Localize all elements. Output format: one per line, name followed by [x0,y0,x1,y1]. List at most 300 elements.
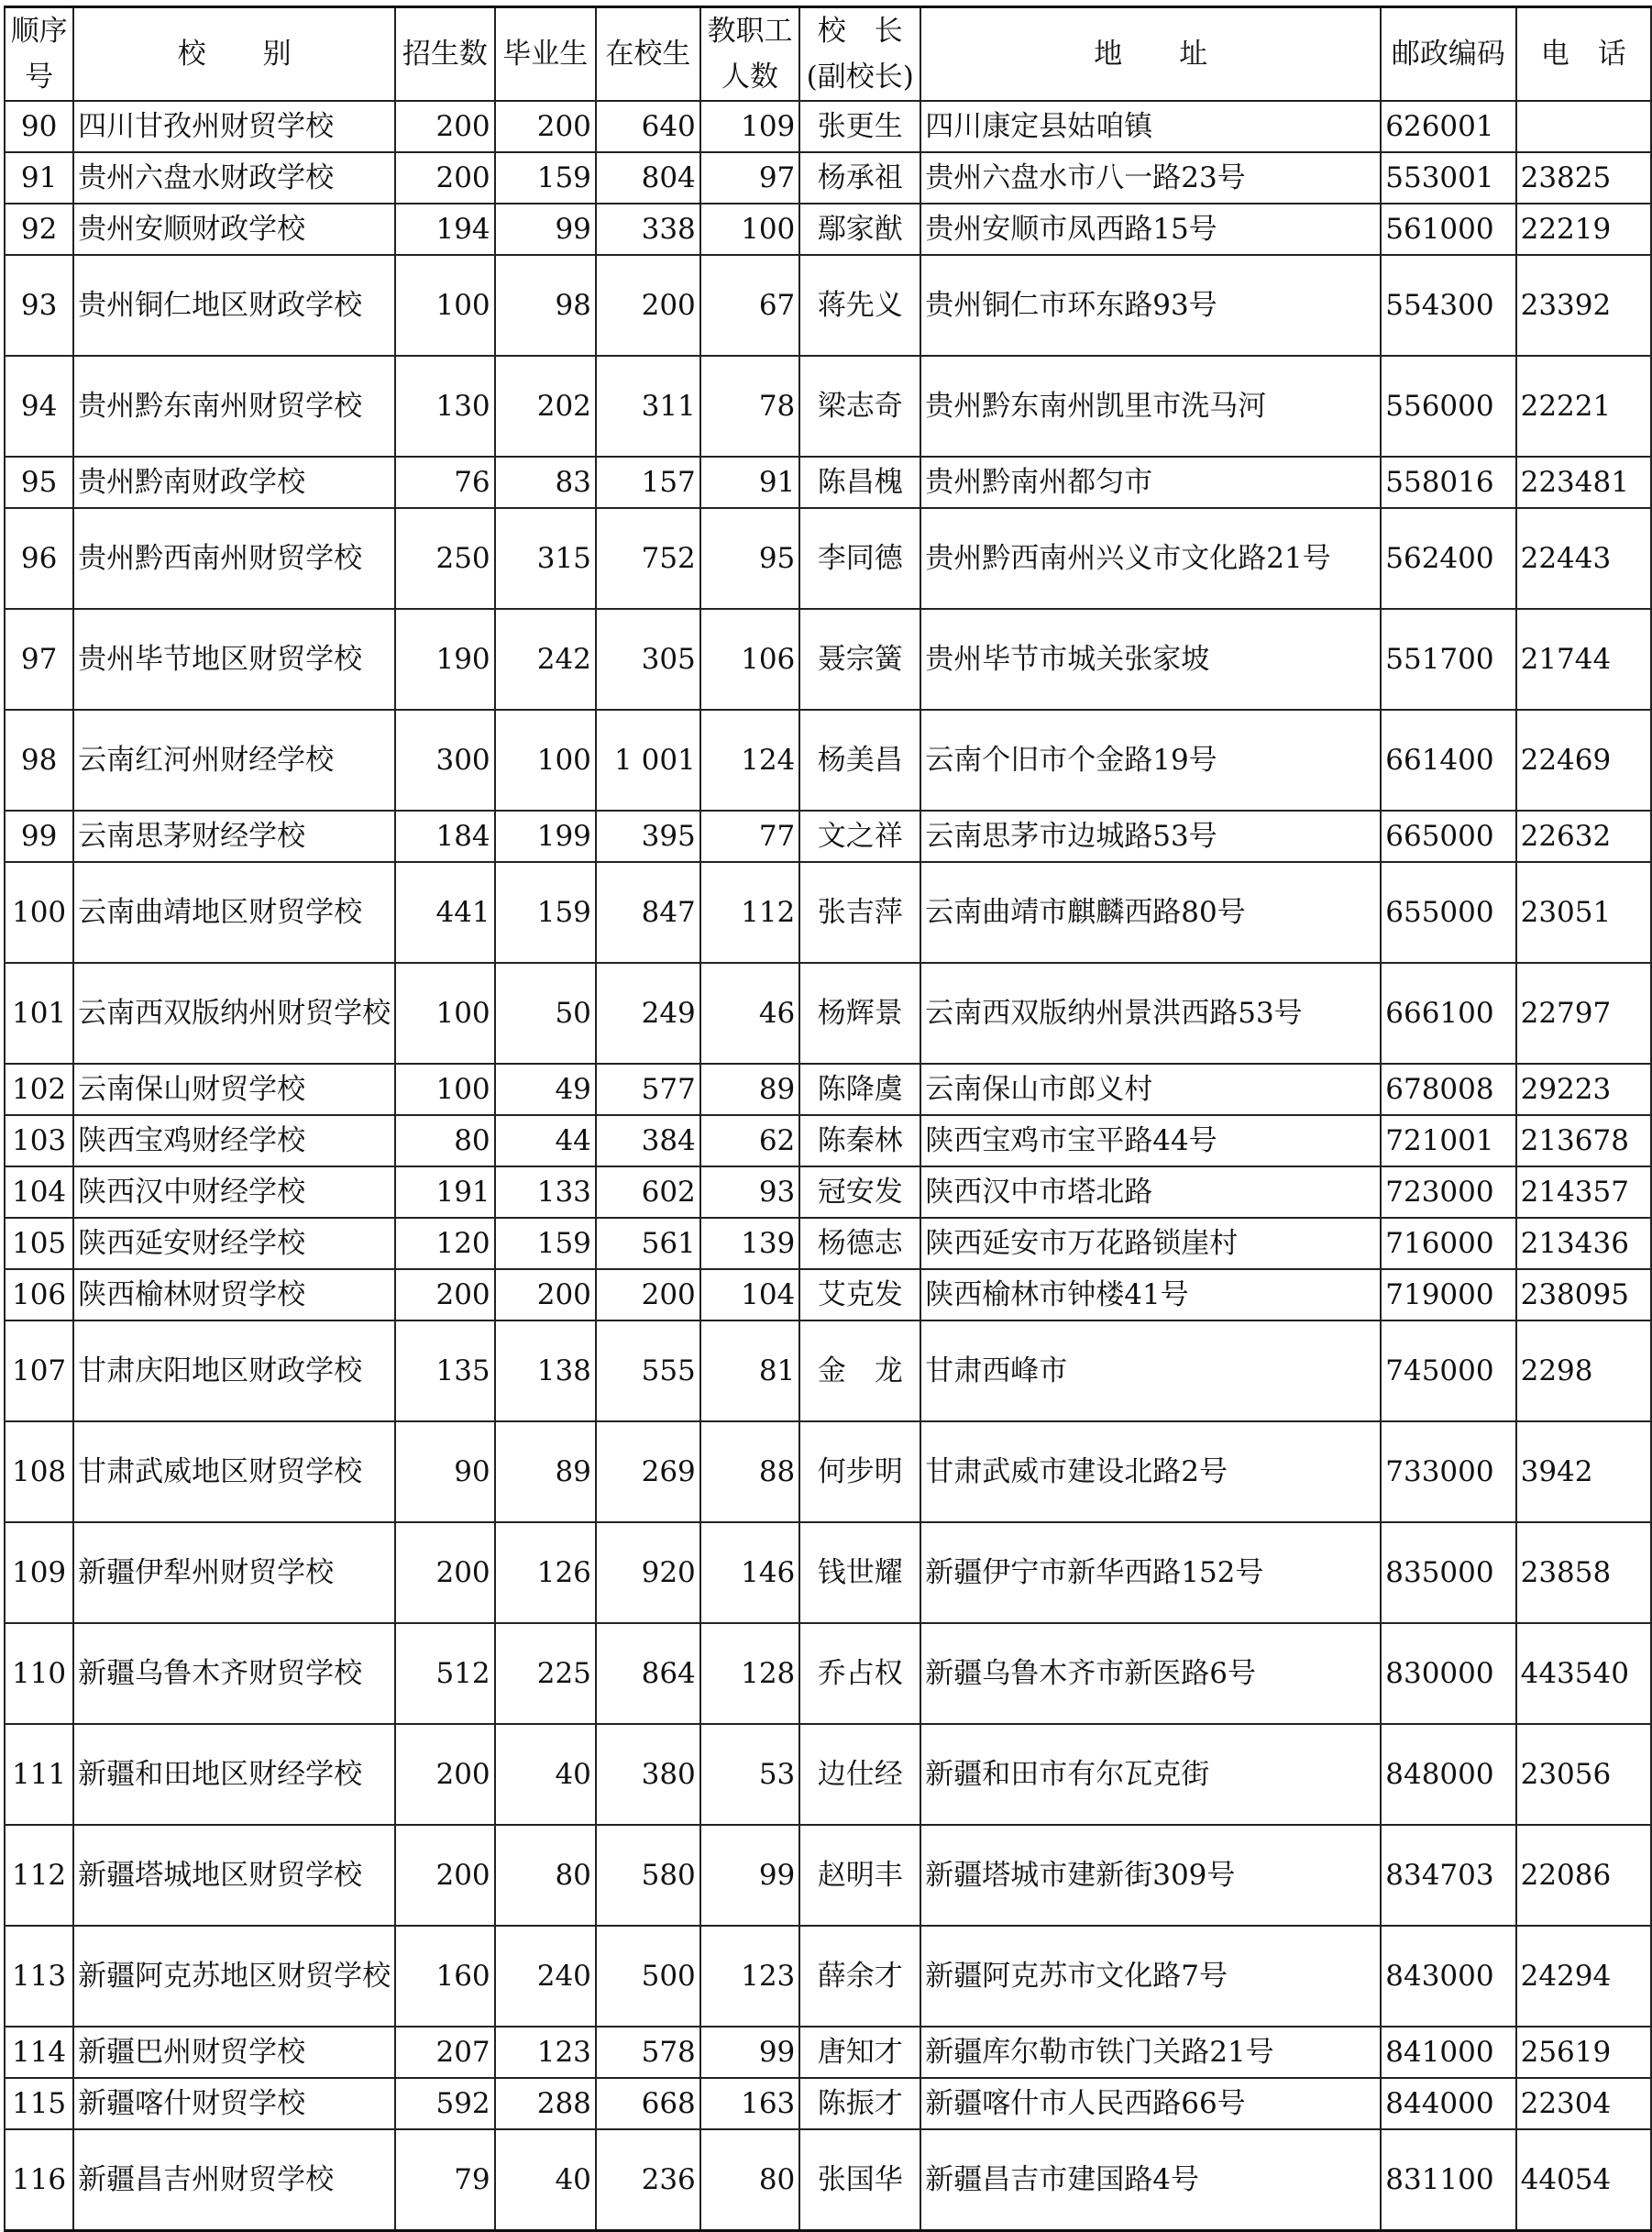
school-name: 陕西延安财经学校 [73,1218,395,1269]
staff-count: 91 [700,457,800,508]
postal-code: 723000 [1381,1166,1515,1218]
phone-number: 22797 [1516,963,1651,1064]
student-count: 752 [596,508,700,609]
graduate-count: 99 [495,204,596,255]
row-number: 115 [5,2078,73,2129]
graduate-count: 200 [495,101,596,152]
student-count: 640 [596,101,700,152]
table-row [5,204,1651,255]
header-cell: 电 话 [1516,7,1651,102]
school-name: 陕西榆林财贸学校 [73,1269,395,1320]
row-number: 99 [5,811,73,862]
enrollment-count: 194 [395,204,495,255]
row-number: 114 [5,2027,73,2078]
principal-name: 李同德 [799,508,920,609]
principal-name: 陈秦林 [799,1115,920,1166]
student-count: 668 [596,2078,700,2129]
address: 新疆伊宁市新华西路152号 [920,1522,1381,1623]
principal-name: 陈振才 [799,2078,920,2129]
postal-code: 835000 [1381,1522,1515,1623]
graduate-count: 49 [495,1064,596,1115]
school-name: 新疆和田地区财经学校 [73,1724,395,1825]
header-cell: 邮政编码 [1381,7,1515,102]
row-number: 98 [5,710,73,811]
student-count: 236 [596,2129,700,2231]
header-cell: 校 别 [73,7,395,102]
table-row [5,1064,1651,1115]
phone-number: 443540 [1516,1623,1651,1724]
address: 云南曲靖市麒麟西路80号 [920,862,1381,963]
enrollment-count: 592 [395,2078,495,2129]
student-count: 577 [596,1064,700,1115]
school-name: 云南红河州财经学校 [73,710,395,811]
principal-name: 陈降虞 [799,1064,920,1115]
row-number: 103 [5,1115,73,1166]
school-name: 四川甘孜州财贸学校 [73,101,395,152]
enrollment-count: 441 [395,862,495,963]
table-row [5,963,1651,1064]
phone-number: 23392 [1516,255,1651,356]
phone-number: 213678 [1516,1115,1651,1166]
address: 新疆昌吉市建国路4号 [920,2129,1381,2231]
row-number: 95 [5,457,73,508]
principal-name: 金 龙 [799,1320,920,1421]
student-count: 305 [596,609,700,710]
enrollment-count: 100 [395,1064,495,1115]
table-row [5,1218,1651,1269]
staff-count: 62 [700,1115,800,1166]
address: 贵州六盘水市八一路23号 [920,152,1381,204]
address: 新疆阿克苏市文化路7号 [920,1926,1381,2027]
staff-count: 109 [700,101,800,152]
postal-code: 553001 [1381,152,1515,204]
address: 贵州铜仁市环东路93号 [920,255,1381,356]
student-count: 338 [596,204,700,255]
address: 云南思茅市边城路53号 [920,811,1381,862]
staff-count: 139 [700,1218,800,1269]
postal-code: 843000 [1381,1926,1515,2027]
school-name: 贵州黔西南州财贸学校 [73,508,395,609]
address: 贵州黔东南州凯里市洗马河 [920,356,1381,457]
table-row [5,1115,1651,1166]
principal-name: 赵明丰 [799,1825,920,1926]
postal-code: 721001 [1381,1115,1515,1166]
postal-code: 716000 [1381,1218,1515,1269]
student-count: 395 [596,811,700,862]
student-count: 847 [596,862,700,963]
school-name: 新疆喀什财贸学校 [73,2078,395,2129]
staff-count: 106 [700,609,800,710]
address: 甘肃武威市建设北路2号 [920,1421,1381,1522]
table-row [5,1623,1651,1724]
staff-count: 112 [700,862,800,963]
enrollment-count: 200 [395,1825,495,1926]
address: 贵州黔南州都匀市 [920,457,1381,508]
principal-name: 杨美昌 [799,710,920,811]
postal-code: 626001 [1381,101,1515,152]
phone-number: 238095 [1516,1269,1651,1320]
postal-code: 665000 [1381,811,1515,862]
principal-name: 陈昌槐 [799,457,920,508]
address: 贵州毕节市城关张家坡 [920,609,1381,710]
enrollment-count: 191 [395,1166,495,1218]
address: 贵州安顺市凤西路15号 [920,204,1381,255]
school-name: 云南曲靖地区财贸学校 [73,862,395,963]
staff-count: 146 [700,1522,800,1623]
graduate-count: 240 [495,1926,596,2027]
graduate-count: 80 [495,1825,596,1926]
graduate-count: 133 [495,1166,596,1218]
staff-count: 100 [700,204,800,255]
address: 陕西汉中市塔北路 [920,1166,1381,1218]
student-count: 380 [596,1724,700,1825]
principal-name: 聂宗簧 [799,609,920,710]
graduate-count: 138 [495,1320,596,1421]
staff-count: 124 [700,710,800,811]
table-row [5,356,1651,457]
student-count: 555 [596,1320,700,1421]
student-count: 561 [596,1218,700,1269]
table-row [5,1269,1651,1320]
table-row [5,710,1651,811]
row-number: 102 [5,1064,73,1115]
row-number: 96 [5,508,73,609]
table-row [5,1421,1651,1522]
staff-count: 128 [700,1623,800,1724]
principal-name: 张更生 [799,101,920,152]
address: 新疆库尔勒市铁门关路21号 [920,2027,1381,2078]
row-number: 104 [5,1166,73,1218]
school-name: 贵州黔南财政学校 [73,457,395,508]
school-name: 贵州黔东南州财贸学校 [73,356,395,457]
staff-count: 99 [700,2027,800,2078]
address: 新疆和田市有尔瓦克街 [920,1724,1381,1825]
row-number: 112 [5,1825,73,1926]
graduate-count: 159 [495,152,596,204]
graduate-count: 40 [495,1724,596,1825]
principal-name: 杨承祖 [799,152,920,204]
principal-name: 冠安发 [799,1166,920,1218]
enrollment-count: 80 [395,1115,495,1166]
phone-number: 23858 [1516,1522,1651,1623]
phone-number: 22219 [1516,204,1651,255]
address: 陕西宝鸡市宝平路44号 [920,1115,1381,1166]
postal-code: 848000 [1381,1724,1515,1825]
principal-name: 唐知才 [799,2027,920,2078]
phone-number: 24294 [1516,1926,1651,2027]
staff-count: 77 [700,811,800,862]
principal-name: 薛余才 [799,1926,920,2027]
student-count: 269 [596,1421,700,1522]
phone-number: 213436 [1516,1218,1651,1269]
row-number: 92 [5,204,73,255]
student-count: 249 [596,963,700,1064]
row-number: 97 [5,609,73,710]
postal-code: 561000 [1381,204,1515,255]
table-row [5,2027,1651,2078]
table-row [5,1724,1651,1825]
student-count: 602 [596,1166,700,1218]
postal-code: 844000 [1381,2078,1515,2129]
phone-number: 223481 [1516,457,1651,508]
school-name: 新疆伊犁州财贸学校 [73,1522,395,1623]
header-cell: 地 址 [920,7,1381,102]
phone-number: 22443 [1516,508,1651,609]
table-row [5,609,1651,710]
enrollment-count: 200 [395,152,495,204]
address: 新疆塔城市建新街309号 [920,1825,1381,1926]
school-name: 甘肃庆阳地区财政学校 [73,1320,395,1421]
table-row [5,2078,1651,2129]
table-row [5,811,1651,862]
enrollment-count: 90 [395,1421,495,1522]
table-row [5,1166,1651,1218]
address: 陕西榆林市钟楼41号 [920,1269,1381,1320]
graduate-count: 242 [495,609,596,710]
school-name: 新疆阿克苏地区财贸学校 [73,1926,395,2027]
student-count: 578 [596,2027,700,2078]
row-number: 107 [5,1320,73,1421]
graduate-count: 126 [495,1522,596,1623]
enrollment-count: 135 [395,1320,495,1421]
phone-number: 29223 [1516,1064,1651,1115]
graduate-count: 40 [495,2129,596,2231]
principal-name: 文之祥 [799,811,920,862]
row-number: 90 [5,101,73,152]
staff-count: 67 [700,255,800,356]
postal-code: 666100 [1381,963,1515,1064]
postal-code: 678008 [1381,1064,1515,1115]
row-number: 105 [5,1218,73,1269]
phone-number: 44054 [1516,2129,1651,2231]
graduate-count: 202 [495,356,596,457]
enrollment-count: 130 [395,356,495,457]
postal-code: 831100 [1381,2129,1515,2231]
phone-number: 22469 [1516,710,1651,811]
graduate-count: 44 [495,1115,596,1166]
phone-number: 22221 [1516,356,1651,457]
school-name: 贵州毕节地区财贸学校 [73,609,395,710]
graduate-count: 288 [495,2078,596,2129]
postal-code: 841000 [1381,2027,1515,2078]
address: 甘肃西峰市 [920,1320,1381,1421]
staff-count: 53 [700,1724,800,1825]
principal-name: 艾克发 [799,1269,920,1320]
header-cell: 教职工人数 [700,7,800,102]
staff-count: 46 [700,963,800,1064]
graduate-count: 225 [495,1623,596,1724]
student-count: 804 [596,152,700,204]
principal-name: 边仕经 [799,1724,920,1825]
principal-name: 张吉萍 [799,862,920,963]
school-table [4,6,1652,2232]
header-cell: 顺序号 [5,7,73,102]
principal-name: 蒋先义 [799,255,920,356]
graduate-count: 100 [495,710,596,811]
table-header-row [5,7,1651,102]
enrollment-count: 79 [395,2129,495,2231]
graduate-count: 159 [495,1218,596,1269]
header-cell: 毕业生 [495,7,596,102]
enrollment-count: 200 [395,101,495,152]
student-count: 500 [596,1926,700,2027]
school-name: 甘肃武威地区财贸学校 [73,1421,395,1522]
header-cell: 校 长(副校长) [799,7,920,102]
student-count: 157 [596,457,700,508]
table-row [5,508,1651,609]
postal-code: 719000 [1381,1269,1515,1320]
graduate-count: 98 [495,255,596,356]
header-cell: 在校生 [596,7,700,102]
postal-code: 733000 [1381,1421,1515,1522]
student-count: 200 [596,255,700,356]
postal-code: 556000 [1381,356,1515,457]
enrollment-count: 76 [395,457,495,508]
student-count: 384 [596,1115,700,1166]
enrollment-count: 207 [395,2027,495,2078]
table-row [5,1825,1651,1926]
row-number: 116 [5,2129,73,2231]
phone-number: 2298 [1516,1320,1651,1421]
table-row [5,152,1651,204]
postal-code: 655000 [1381,862,1515,963]
postal-code: 661400 [1381,710,1515,811]
phone-number: 22304 [1516,2078,1651,2129]
staff-count: 95 [700,508,800,609]
phone-number: 22632 [1516,811,1651,862]
enrollment-count: 512 [395,1623,495,1724]
graduate-count: 315 [495,508,596,609]
row-number: 101 [5,963,73,1064]
student-count: 200 [596,1269,700,1320]
school-name: 新疆昌吉州财贸学校 [73,2129,395,2231]
table-row [5,457,1651,508]
phone-number: 25619 [1516,2027,1651,2078]
row-number: 106 [5,1269,73,1320]
postal-code: 562400 [1381,508,1515,609]
staff-count: 88 [700,1421,800,1522]
enrollment-count: 100 [395,963,495,1064]
address: 四川康定县姑咱镇 [920,101,1381,152]
staff-count: 99 [700,1825,800,1926]
postal-code: 834703 [1381,1825,1515,1926]
school-name: 陕西汉中财经学校 [73,1166,395,1218]
staff-count: 97 [700,152,800,204]
principal-name: 杨德志 [799,1218,920,1269]
row-number: 94 [5,356,73,457]
phone-number [1516,101,1651,152]
document-page [4,6,1652,2232]
enrollment-count: 184 [395,811,495,862]
row-number: 110 [5,1623,73,1724]
school-name: 陕西宝鸡财经学校 [73,1115,395,1166]
principal-name: 何步明 [799,1421,920,1522]
school-name: 贵州铜仁地区财政学校 [73,255,395,356]
school-name: 云南思茅财经学校 [73,811,395,862]
row-number: 111 [5,1724,73,1825]
address: 新疆喀什市人民西路66号 [920,2078,1381,2129]
address: 陕西延安市万花路锁崖村 [920,1218,1381,1269]
postal-code: 554300 [1381,255,1515,356]
staff-count: 104 [700,1269,800,1320]
address: 云南保山市郎义村 [920,1064,1381,1115]
school-name: 新疆乌鲁木齐财贸学校 [73,1623,395,1724]
table-row [5,101,1651,152]
phone-number: 214357 [1516,1166,1651,1218]
staff-count: 89 [700,1064,800,1115]
student-count: 311 [596,356,700,457]
graduate-count: 200 [495,1269,596,1320]
enrollment-count: 190 [395,609,495,710]
graduate-count: 50 [495,963,596,1064]
row-number: 108 [5,1421,73,1522]
principal-name: 鄢家猷 [799,204,920,255]
phone-number: 23056 [1516,1724,1651,1825]
staff-count: 80 [700,2129,800,2231]
postal-code: 830000 [1381,1623,1515,1724]
enrollment-count: 300 [395,710,495,811]
table-row [5,862,1651,963]
enrollment-count: 250 [395,508,495,609]
enrollment-count: 120 [395,1218,495,1269]
school-name: 云南西双版纳州财贸学校 [73,963,395,1064]
row-number: 113 [5,1926,73,2027]
table-row [5,1522,1651,1623]
graduate-count: 199 [495,811,596,862]
principal-name: 梁志奇 [799,356,920,457]
postal-code: 551700 [1381,609,1515,710]
phone-number: 21744 [1516,609,1651,710]
student-count: 1 001 [596,710,700,811]
phone-number: 22086 [1516,1825,1651,1926]
phone-number: 23051 [1516,862,1651,963]
table-row [5,2129,1651,2231]
row-number: 100 [5,862,73,963]
school-name: 贵州安顺财政学校 [73,204,395,255]
graduate-count: 89 [495,1421,596,1522]
address: 贵州黔西南州兴义市文化路21号 [920,508,1381,609]
graduate-count: 83 [495,457,596,508]
student-count: 864 [596,1623,700,1724]
phone-number: 23825 [1516,152,1651,204]
school-name: 贵州六盘水财政学校 [73,152,395,204]
table-row [5,1926,1651,2027]
phone-number: 3942 [1516,1421,1651,1522]
address: 云南个旧市个金路19号 [920,710,1381,811]
address: 云南西双版纳州景洪西路53号 [920,963,1381,1064]
staff-count: 93 [700,1166,800,1218]
table-row [5,1320,1651,1421]
graduate-count: 123 [495,2027,596,2078]
principal-name: 钱世耀 [799,1522,920,1623]
enrollment-count: 200 [395,1269,495,1320]
school-name: 新疆塔城地区财贸学校 [73,1825,395,1926]
staff-count: 78 [700,356,800,457]
enrollment-count: 100 [395,255,495,356]
staff-count: 123 [700,1926,800,2027]
header-cell: 招生数 [395,7,495,102]
row-number: 93 [5,255,73,356]
graduate-count: 159 [495,862,596,963]
student-count: 580 [596,1825,700,1926]
postal-code: 745000 [1381,1320,1515,1421]
address: 新疆乌鲁木齐市新医路6号 [920,1623,1381,1724]
staff-count: 163 [700,2078,800,2129]
enrollment-count: 200 [395,1522,495,1623]
school-name: 云南保山财贸学校 [73,1064,395,1115]
postal-code: 558016 [1381,457,1515,508]
row-number: 109 [5,1522,73,1623]
